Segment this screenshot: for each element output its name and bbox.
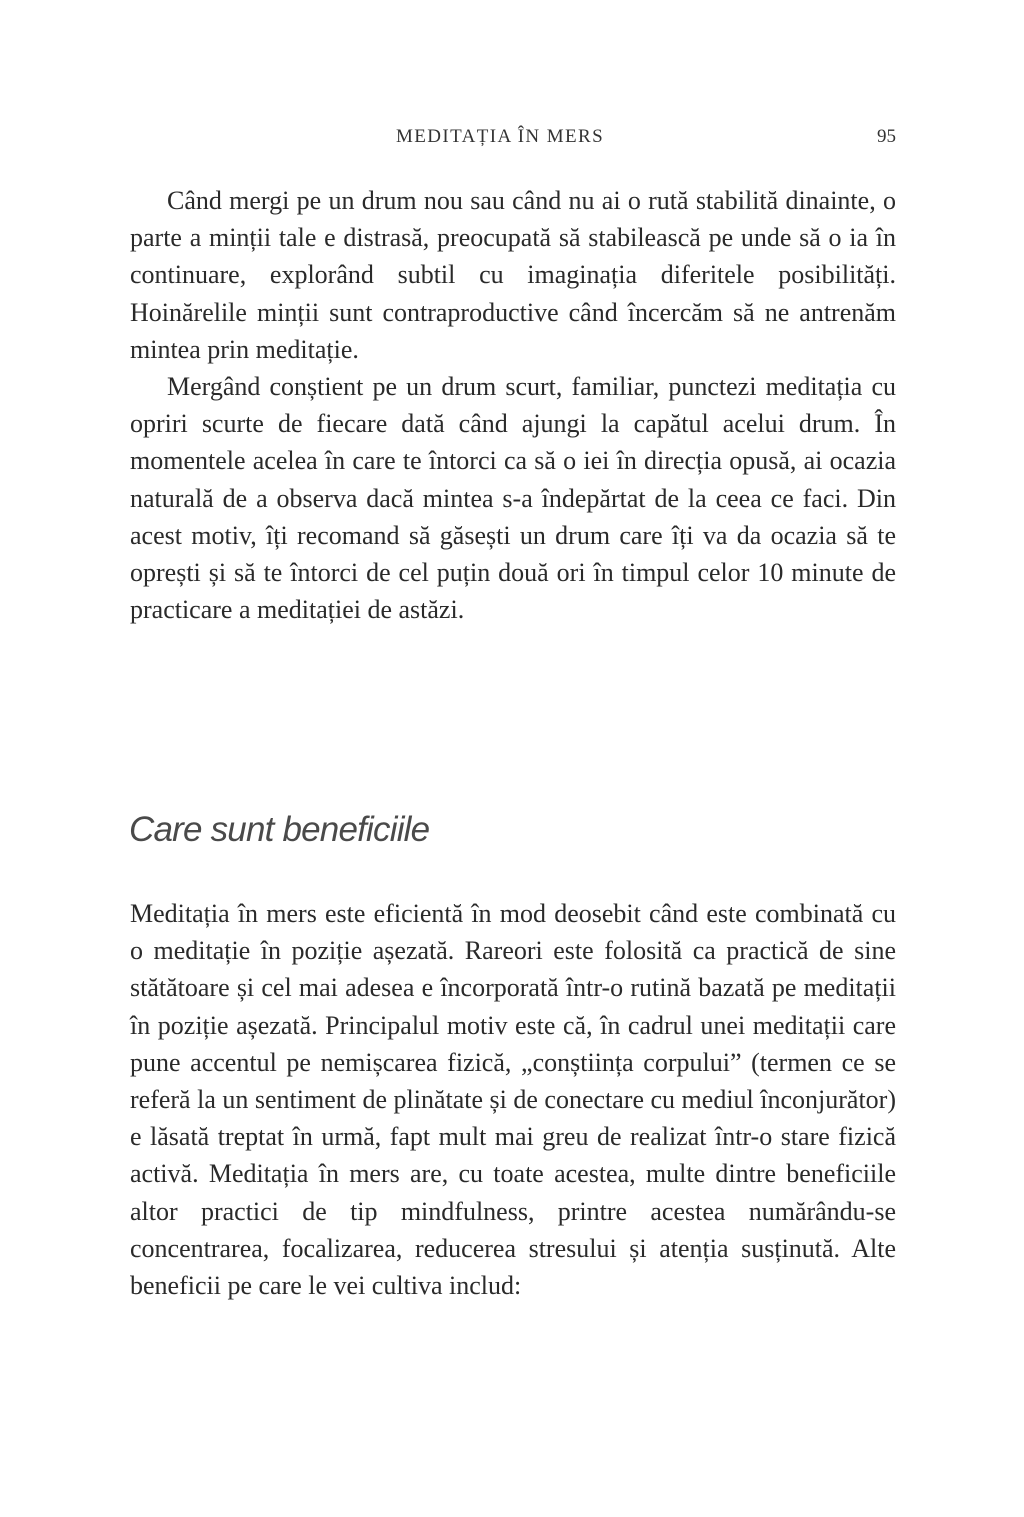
- page-number: 95: [877, 126, 896, 147]
- paragraph: Meditația în mers este eficientă în mod deosebit când este combinată cu o meditație în poziție așezată. Rareori este folosită ca practică de sine stătătoare și cel mai adesea e încorporată într-o rutină bazată pe meditații în poziție așezată. Principalul motiv este că, în cadrul unei meditații care pune accentul pe nemișcarea fizică, „conștiința corpului” (termen ce se referă la un sentiment de plinătate și de conectare cu mediul înconjurător) e lăsată treptat în urmă, fapt mult mai greu de realizat într-o stare fizică activă. Meditația în mers are, cu toate acestea, multe dintre beneficiile altor practici de tip mindfulness, printre acestea numărându-se concentrarea, focalizarea, reducerea stresului și atenția susținută. Alte beneficii pe care le vei cultiva includ:: [130, 899, 896, 1301]
- section-heading: Care sunt beneficiile: [129, 810, 430, 849]
- section-body-text: [130, 895, 896, 1304]
- paragraph: Mergând conștient pe un drum scurt, familiar, punctezi meditația cu opriri scurte de fiecare dată când ajungi la capătul acelui drum. În momentele acelea în care te întorci ca să o iei în direcția opusă, ai ocazia naturală de a observa dacă mintea s-a îndepărtat de la ceea ce faci. Din acest motiv, îți recomand să găsești un drum care îți va da ocazia să te oprești și să te întorci de cel puțin două ori în timpul celor 10 minute de practicare a meditației de astăzi.: [130, 372, 896, 625]
- running-header: [0, 126, 1024, 150]
- body-text: [130, 182, 896, 628]
- paragraph: Când mergi pe un drum nou sau când nu ai o rută stabilită dinainte, o parte a minții tale e distrasă, preocupată să stabilească pe unde să o ia în continuare, explorând subtil cu imaginația diferitele posibilități. Hoinărelile minții sunt contraproductive când încercăm să ne antrenăm mintea prin meditație.: [130, 186, 896, 364]
- running-title: MEDITAȚIA ÎN MERS: [396, 126, 605, 147]
